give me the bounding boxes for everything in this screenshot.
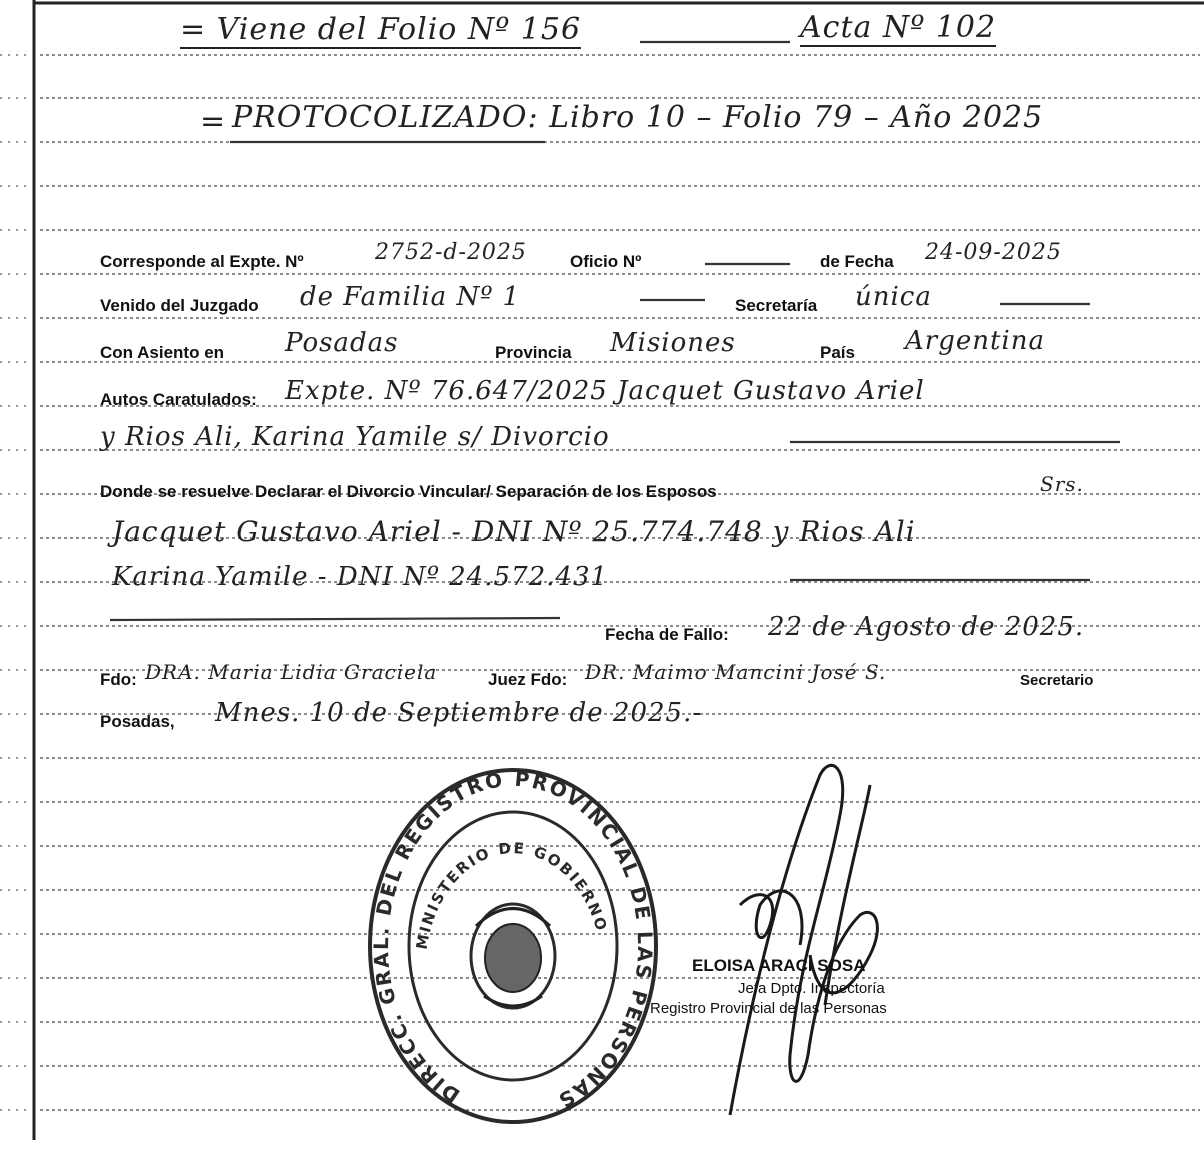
- svg-text:MINISTERIO DE GOBIERNO: MINISTERIO DE GOBIERNO: [412, 838, 611, 951]
- official-seal-stamp: [366, 766, 660, 1126]
- juzgado-value: de Familia Nº 1: [300, 282, 521, 312]
- fecha-value: 24-09-2025: [925, 240, 1062, 265]
- juez-label: Juez Fdo:: [488, 670, 568, 689]
- coat-of-arms-icon: [471, 904, 555, 1008]
- venido-label: Venido del Juzgado: [100, 296, 259, 315]
- signatory-title: Jefa Dpto. Inspectoría: [738, 980, 885, 997]
- resuelve-label: Donde se resuelve Declarar el Divorcio Vincular/ Separación de los Esposos: [100, 482, 717, 501]
- spouse-line-1: Jacquet Gustavo Ariel - DNI Nº 25.774.748 y Rios Ali: [112, 515, 916, 548]
- spouse-line-2: Karina Yamile - DNI Nº 24.572.431: [112, 562, 609, 592]
- autos-label: Autos Caratulados:: [100, 390, 257, 409]
- corresponde-label: Corresponde al Expte. Nº: [100, 252, 304, 271]
- signatory-name: ELOISA ARACI SOSA: [692, 956, 866, 975]
- expte-value: 2752-d-2025: [375, 240, 527, 265]
- acta-number: Acta Nº 102: [800, 10, 997, 45]
- asiento-value: Posadas: [285, 328, 399, 358]
- svg-text:DIRECC. GRAL. DEL REGISTRO PRO: DIRECC. GRAL. DEL REGISTRO PROVINCIAL DE LAS PERSONAS: [368, 766, 658, 1114]
- asiento-label: Con Asiento en: [100, 343, 225, 362]
- protocol-line: PROTOCOLIZADO: Libro 10 – Folio 79 – Año 2025: [232, 100, 1044, 135]
- secretaria-label: Secretaría: [735, 296, 818, 315]
- secretario-value: DR. Maimo Mancini José S.: [585, 660, 887, 684]
- posadas-value: Mnes. 10 de Septiembre de 2025.-: [215, 698, 703, 728]
- provincia-label: Provincia: [495, 343, 572, 362]
- folio-line: = Viene del Folio Nº 156: [180, 12, 582, 47]
- provincia-value: Misiones: [610, 328, 736, 358]
- posadas-label: Posadas,: [100, 712, 175, 731]
- autos-value-1: Expte. Nº 76.647/2025 Jacquet Gustavo Ariel: [285, 376, 925, 406]
- fecha-label: de Fecha: [820, 252, 894, 271]
- secretaria-value: única: [855, 282, 932, 312]
- pais-value: Argentina: [905, 326, 1045, 356]
- oficio-label: Oficio Nº: [570, 252, 642, 271]
- resuelve-mark: Srs.: [1040, 472, 1084, 496]
- autos-value-2: y Rios Ali, Karina Yamile s/ Divorcio: [100, 422, 610, 452]
- secretario-label: Secretario: [1020, 672, 1094, 689]
- fdo-label: Fdo:: [100, 670, 137, 689]
- juez-value: DRA. Maria Lidia Graciela: [145, 660, 438, 684]
- pais-label: País: [820, 343, 855, 362]
- handwritten-signature: [690, 755, 920, 1125]
- signatory-org: Registro Provincial de las Personas: [650, 1000, 887, 1017]
- protocol-prefix: =: [200, 104, 227, 139]
- fallo-label: Fecha de Fallo:: [605, 625, 729, 644]
- fallo-value: 22 de Agosto de 2025.: [768, 612, 1085, 642]
